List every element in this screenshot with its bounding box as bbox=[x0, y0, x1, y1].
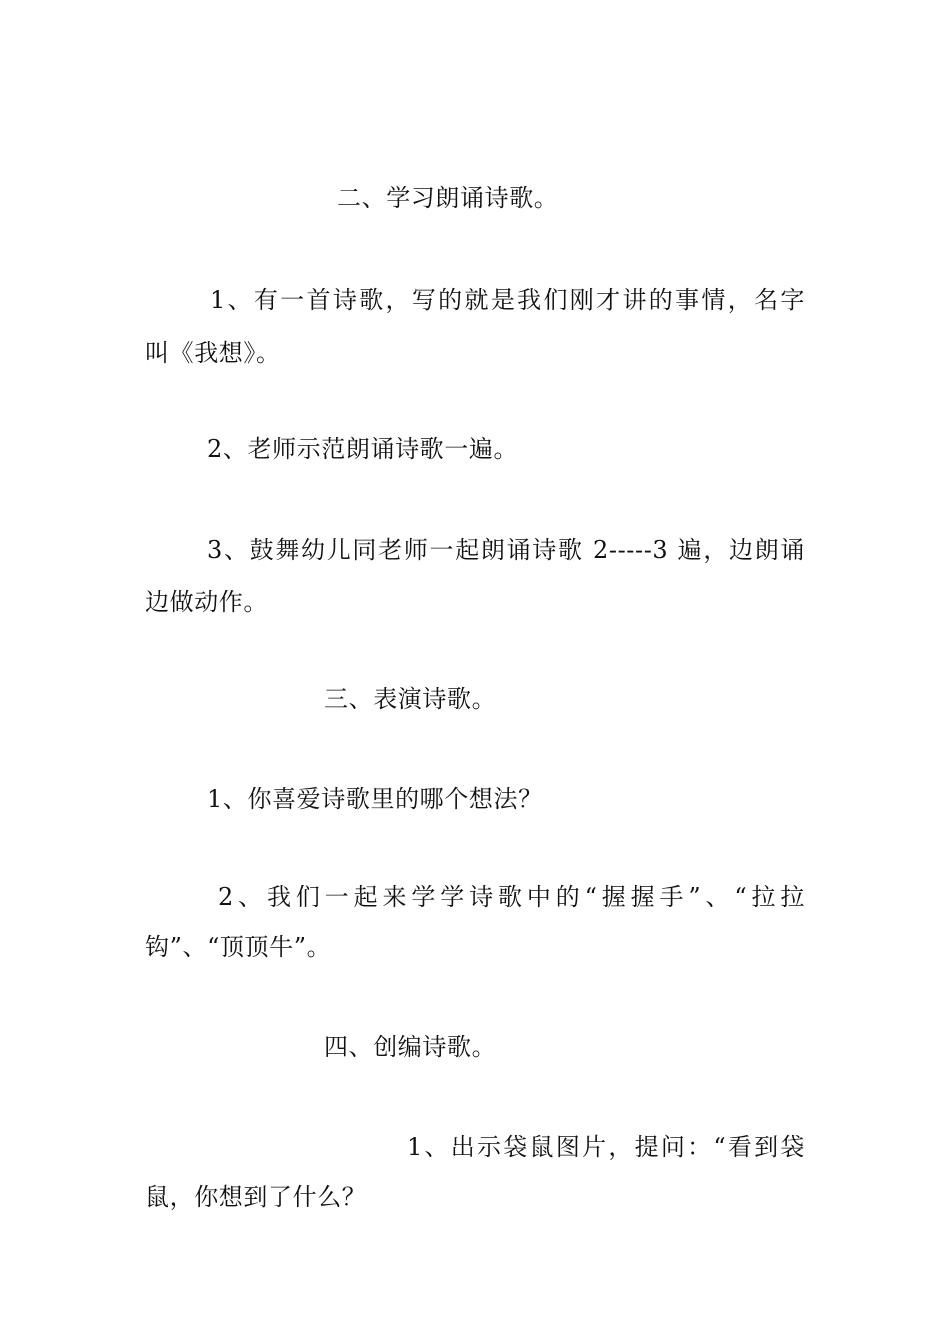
paragraph-4-1-line-2: 鼠，你想到了什么？ bbox=[145, 1183, 367, 1211]
paragraph-2-2: 2、老师示范朗诵诗歌一遍。 bbox=[207, 435, 519, 463]
section-heading-3: 三、表演诗歌。 bbox=[324, 685, 497, 713]
paragraph-3-2-line-2: 钩”、“顶顶牛”。 bbox=[145, 933, 332, 961]
paragraph-2-3-line-1: 3、鼓舞幼儿同老师一起朗诵诗歌 2-----3 遍，边朗诵 bbox=[207, 536, 805, 564]
section-heading-2: 二、学习朗诵诗歌。 bbox=[337, 184, 559, 212]
paragraph-3-2-line-1: 2、我们一起来学学诗歌中的“握握手”、“拉拉 bbox=[218, 883, 805, 911]
section-heading-4: 四、创编诗歌。 bbox=[324, 1033, 497, 1061]
paragraph-3-1: 1、你喜爱诗歌里的哪个想法？ bbox=[207, 785, 543, 813]
paragraph-4-1-line-1: 1、出示袋鼠图片，提问：“看到袋 bbox=[407, 1133, 805, 1161]
paragraph-2-1-line-1: 1、有一首诗歌，写的就是我们刚才讲的事情，名字 bbox=[210, 286, 805, 314]
paragraph-2-3-line-2: 边做动作。 bbox=[145, 588, 268, 616]
paragraph-2-1-line-2: 叫《我想》。 bbox=[145, 339, 281, 367]
